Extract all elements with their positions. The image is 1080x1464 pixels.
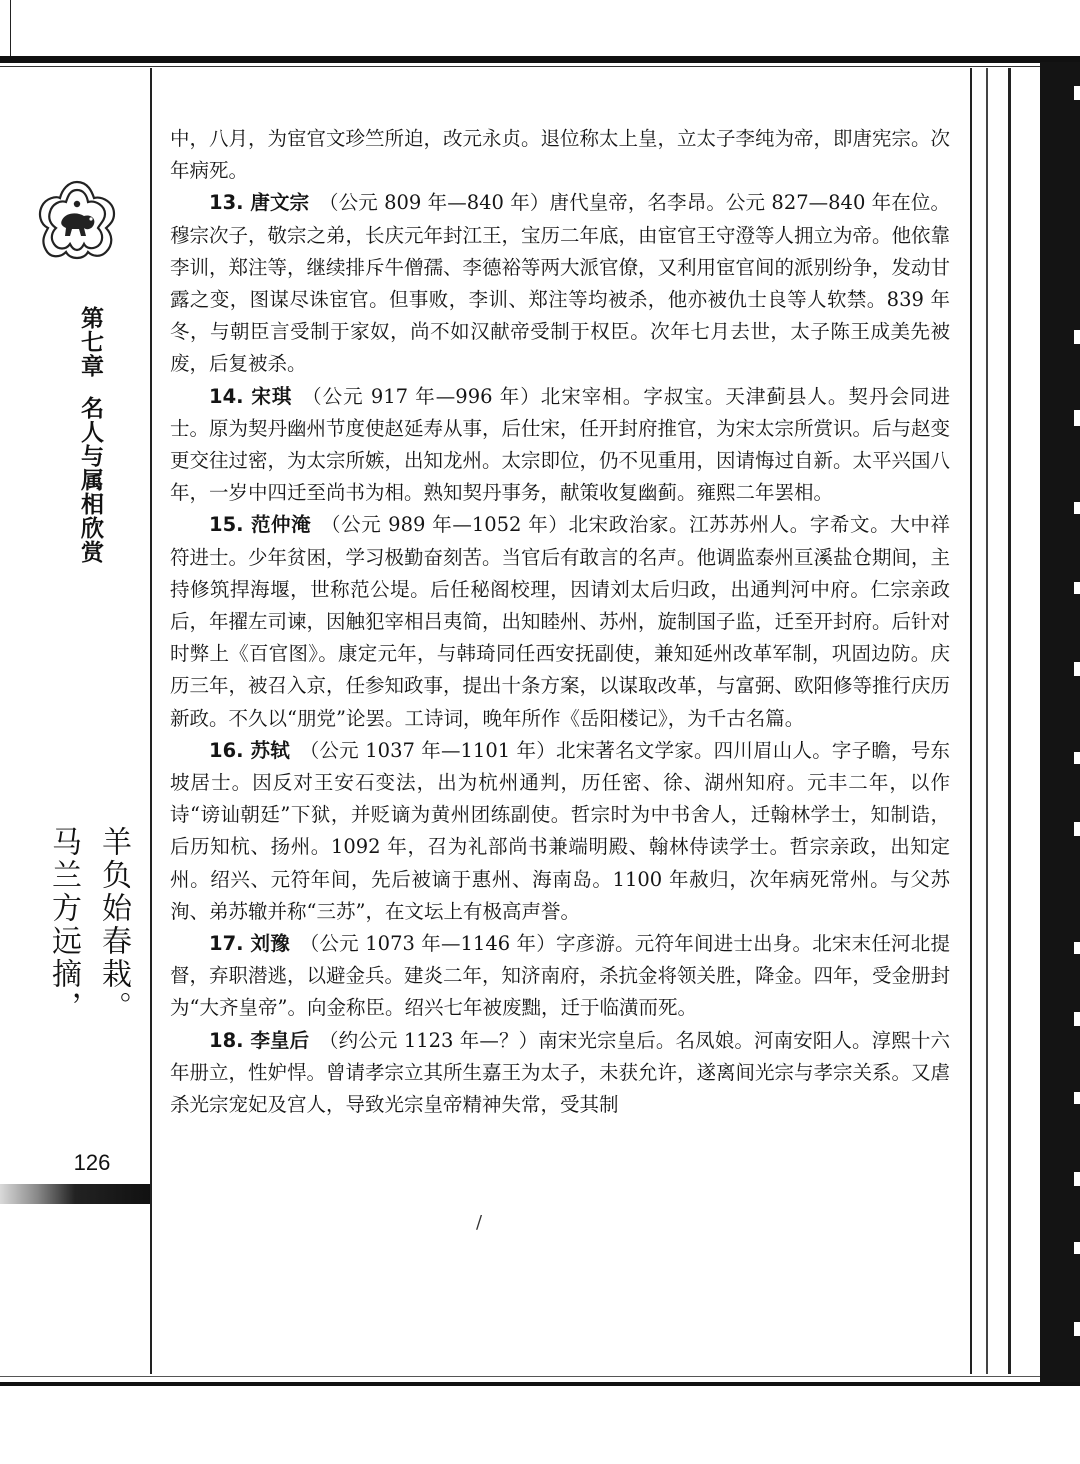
stray-pen-mark: / (476, 1212, 483, 1233)
entry-dates: （公元 989 年—1052 年） (321, 513, 569, 537)
entry-13 (170, 187, 950, 380)
continuation-paragraph: 中，八月，为宦官文珍竺所迫，改元永贞。退位称太上皇，立太子李纯为帝，即唐宪宗。次年病死。 (170, 127, 951, 183)
entry-14 (170, 381, 950, 510)
chapter-number: 第七章 (77, 306, 103, 378)
main-text (170, 123, 950, 1121)
entry-dates: （公元 809 年—840 年） (319, 191, 550, 215)
chapter-heading (74, 306, 104, 564)
entry-title: 15. 范仲淹 (209, 513, 312, 537)
entry-text: 唐代皇帝，名李昂。公元 827—840 年在位。穆宗次子，敬宗之弟，长庆元年封江王，宝历二年底，由宦官王守澄等人拥立为帝。他依靠李训，郑注等，继续排斥牛僧孺、李德裕等两大派官僚，又利用宦官间的派别纷争，发动甘露之变，图谋尽诛宦官。但事败，李训、郑注等均被杀，他亦被仇士良等人软禁。839 年冬，与朝臣言受制于家奴，尚不如汉献帝受制于权臣。次年七月去世，太子陈王成美先被废，后复被杀。 (170, 191, 951, 376)
bottom-rule (0, 1382, 1080, 1386)
entry-text: 北宋宰相。字叔宝。天津蓟县人。契丹会同进士。原为契丹幽州节度使赵延寿从事，后仕宋，任开封府推官，为宋太宗所赏识。后与赵变更交往过密，为太宗所嫉，出知龙州。太宗即位，仍不见重用，因请悔过自新。太平兴国八年，一岁中四迁至尚书为相。熟知契丹事务，献策收复幽蓟。雍熙二年罢相。 (170, 384, 951, 505)
entry-title: 17. 刘豫 (209, 932, 290, 956)
entry-dates: （公元 917 年—996 年） (302, 384, 541, 408)
chapter-title: 名人与属相欣赏 (77, 396, 103, 564)
entry-15 (170, 509, 950, 734)
page-number-bar (0, 1184, 150, 1204)
page-number: 126 (73, 1150, 111, 1175)
entry-16 (170, 735, 950, 928)
entry-title: 16. 苏轼 (209, 738, 290, 762)
poem-line-1: 羊负始春栽。 (96, 826, 131, 1024)
entry-dates: （约公元 1123 年—？） (319, 1028, 539, 1052)
bottom-rule-thin (0, 1376, 1040, 1377)
entry-18 (170, 1025, 950, 1122)
entry-17 (170, 928, 950, 1025)
entry-title: 14. 宋琪 (209, 384, 293, 408)
zodiac-ornament-icon (34, 178, 120, 264)
entry-text: 北宋政治家。江苏苏州人。字希文。大中祥符进士。少年贫困，学习极勤奋刻苦。当官后有敢言的名声。他调监泰州亘溪盐仓期间，主持修筑捍海堰，世称范公堤。后任秘阁校理，因请刘太后归政，出通判河中府。仁宗亲政后，年擢左司谏，因触犯宰相吕夷简，出知睦州、苏州，旋制国子监，迁至开封府。后针对时弊上《百官图》。康定元年，与韩琦同任西安抚副使，兼知延州改革军制，巩固边防。庆历三年，被召入京，任参知政事，提出十条方案，以谋取改革，与富弼、欧阳修等推行庆历新政。不久以“朋党”论罢。工诗词，晚年所作《岳阳楼记》，为千古名篇。 (170, 513, 951, 730)
entry-title: 13. 唐文宗 (209, 191, 310, 215)
scan-edge-strip (1040, 62, 1080, 1382)
top-rule (0, 56, 1080, 63)
entry-title: 18. 李皇后 (209, 1028, 310, 1052)
page-edge-line-2 (1008, 68, 1011, 1374)
page-left-edge (10, 0, 11, 56)
page-edge-line (986, 68, 988, 1374)
entry-dates: （公元 1037 年—1101 年） (299, 738, 556, 762)
poem-line-2: 马兰方远摘， (46, 826, 81, 1024)
entry-text: 字彦游。元符年间进士出身。北宋末任河北提督，弃职潜逃，以避金兵。建炎二年，知济南府，杀抗金将领关胜，降金。四年，受金册封为“大齐皇帝”。向金称臣。绍兴七年被废黜，迁于临潢而死。 (170, 932, 951, 1020)
entry-text: 北宋著名文学家。四川眉山人。字子瞻，号东坡居士。因反对王安石变法，出为杭州通判，历任密、徐、湖州知府。元丰二年，以作诗“谤讪朝廷”下狱，并贬谪为黄州团练副使。哲宗时为中书舍人，迁翰林学士，知制诰，后历知杭、扬州。1092 年，召为礼部尚书兼端明殿、翰林侍读学士。哲宗亲政，出知定州。绍兴、元符年间，先后被谪于惠州、海南岛。1100 年赦归，次年病死常州。与父苏洵、弟苏辙并称“三苏”，在文坛上有极高声誉。 (170, 738, 950, 923)
entry-text: 南宋光宗皇后。名凤娘。河南安阳人。淳熙十六年册立，性妒悍。曾请孝宗立其所生嘉王为太子，未获允许，遂离间光宗与孝宗关系。又虐杀光宗宠妃及宫人，导致光宗皇帝精神失常，受其制 (170, 1028, 951, 1117)
entry-dates: （公元 1073 年—1146 年） (299, 932, 556, 956)
top-rule-thin (0, 66, 1040, 67)
